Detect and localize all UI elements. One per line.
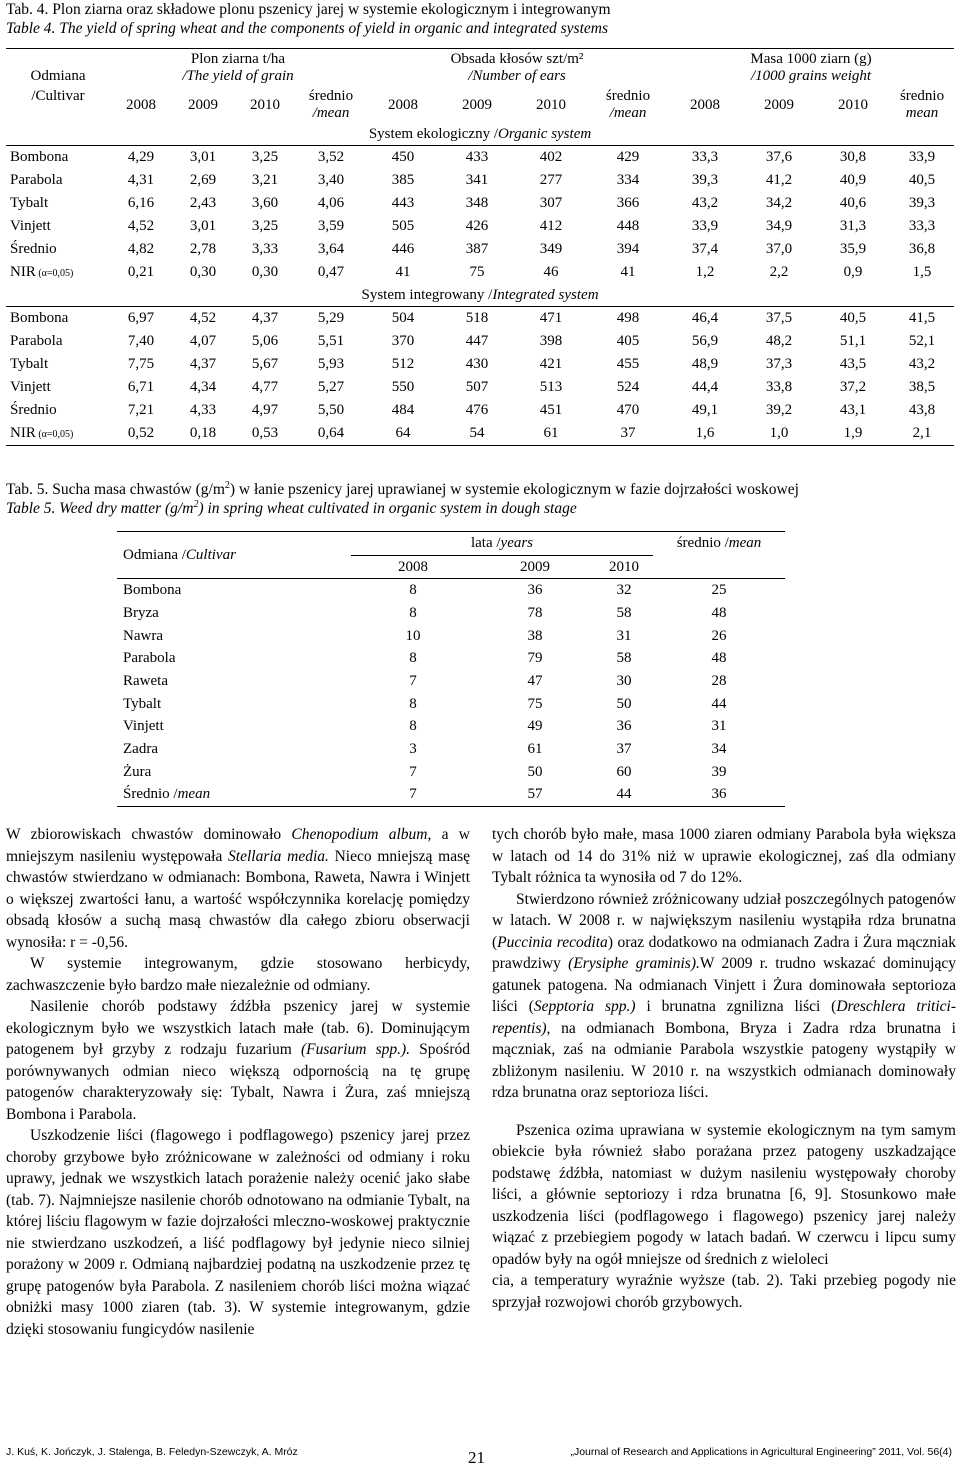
value-cell: 0,30 — [189, 264, 217, 280]
value-cell: 4,31 — [127, 172, 155, 188]
value-cell: 44,4 — [691, 379, 719, 395]
value-cell: 61 — [543, 425, 559, 441]
value-cell: 44 — [711, 695, 727, 712]
table-row — [6, 353, 954, 376]
value-cell: 471 — [539, 310, 563, 326]
value-cell: 43,1 — [839, 402, 867, 418]
value-cell: 366 — [616, 195, 640, 211]
value-cell: 5,29 — [317, 310, 345, 326]
value-cell: 3 — [409, 741, 417, 758]
value-cell: 50 — [527, 763, 543, 780]
value-cell: 0,64 — [317, 425, 345, 441]
table-row — [117, 738, 785, 761]
value-cell: 30 — [616, 672, 632, 689]
value-cell: 61 — [527, 741, 543, 758]
value-cell: 3,64 — [317, 241, 345, 257]
cultivar-cell: Vinjett — [123, 718, 164, 735]
value-cell: 8 — [409, 650, 417, 667]
value-cell: 433 — [465, 149, 489, 165]
value-cell: 34,9 — [765, 218, 793, 234]
value-cell: 518 — [465, 310, 489, 326]
value-cell: 39,3 — [691, 172, 719, 188]
footer-journal: „Journal of Research and Applications in Agricultural Engineering” 2011, Vol. 56(4) — [570, 1446, 952, 1458]
table4-caption-pl: Tab. 4. Plon ziarna oraz składowe plonu pszenicy jarej w systemie ekologicznym i integrowanym — [6, 1, 611, 18]
value-cell: 43,5 — [839, 356, 867, 372]
value-cell: 35,9 — [839, 241, 867, 257]
value-cell: 4,34 — [189, 379, 217, 395]
value-cell: 48 — [711, 650, 727, 667]
year-header: 2008 — [690, 96, 721, 113]
value-cell: 40,5 — [839, 310, 867, 326]
value-cell: 5,06 — [251, 333, 279, 349]
value-cell: 4,37 — [251, 310, 279, 326]
table5-header-row-1 — [117, 532, 785, 556]
year-header: 2008 — [398, 558, 428, 575]
table4 — [6, 48, 954, 446]
table-row — [117, 602, 785, 625]
table-row — [117, 670, 785, 693]
empty-cell — [653, 555, 785, 579]
value-cell: 426 — [465, 218, 489, 234]
value-cell: 36 — [527, 582, 543, 599]
value-cell: 513 — [539, 379, 563, 395]
value-cell: 277 — [539, 172, 563, 188]
value-cell: 43,2 — [691, 195, 719, 211]
value-cell: 48,9 — [691, 356, 719, 372]
cultivar-cell: Vinjett — [10, 218, 51, 234]
value-cell: 36 — [711, 786, 727, 803]
value-cell: 38 — [527, 627, 543, 644]
value-cell: 2,69 — [189, 172, 217, 188]
cultivar-cell: Bombona — [10, 149, 69, 165]
value-cell: 1,0 — [769, 425, 789, 441]
value-cell: 58 — [616, 650, 632, 667]
value-cell: 455 — [616, 356, 640, 372]
value-cell: 31 — [711, 718, 727, 735]
value-cell: 2,78 — [189, 241, 217, 257]
cultivar-cell: Bombona — [123, 582, 182, 599]
value-cell: 46 — [543, 264, 559, 280]
table4-header-row-1 — [6, 49, 954, 88]
body-text-right-column — [492, 824, 956, 1313]
table-row — [6, 169, 954, 192]
value-cell: 3,01 — [189, 218, 217, 234]
value-cell: 57 — [527, 786, 543, 803]
value-cell: 75 — [527, 695, 543, 712]
paragraph: Pszenica ozima uprawiana w systemie ekologicznym na tym samym obiekcie była również słabo porażana przez patogeny uszkadzające podstawę źdźbła, natomiast w dużym nasileniu występowały choroby liści, a głównie septoriozy i rdza brunatna [6, 9]. Stosunkowo małe uszkodzenia liści (podflagowego i flagowego) pszenicy jarej należy wiązać z przebiegiem pogody w latach badań. W czerwcu i lipcu sumy opadów były na ogół mniejsze od średnich z wieloleci cia, a temperatury wyraźnie wyższe (tab. 2). Taki przebieg pogody nie sprzyjał rozwojowi chorób grzybowych. — [492, 1121, 956, 1311]
paragraph: Nasilenie chorób podstawy źdźbła pszenicy jarej w systemie ekologicznym było we wszystkich latach małe (tab. 6). Dominującym patogenem był grzyby z rodzaju fuzarium (Fusarium spp.). Spośród porównywanych odmian nieco większą odpornością na tę grupę patogenów charakteryzowały się: Tybalt, Nawra i Żura, zaś mniejszą Bombona i Parabola. — [6, 998, 470, 1123]
value-cell: 412 — [539, 218, 563, 234]
value-cell: 41 — [620, 264, 636, 280]
value-cell: 512 — [391, 356, 415, 372]
value-cell: 7 — [409, 763, 417, 780]
value-cell: 447 — [465, 333, 489, 349]
value-cell: 385 — [391, 172, 415, 188]
value-cell: 49 — [527, 718, 543, 735]
value-cell: 64 — [395, 425, 411, 441]
value-cell: 476 — [465, 402, 489, 418]
value-cell: 4,97 — [251, 402, 279, 418]
cultivar-cell: Tybalt — [10, 356, 49, 372]
value-cell: 1,5 — [912, 264, 932, 280]
value-cell: 51,1 — [839, 333, 867, 349]
value-cell: 4,82 — [127, 241, 155, 257]
value-cell: 3,21 — [251, 172, 279, 188]
value-cell: 37,4 — [691, 241, 719, 257]
value-cell: 6,97 — [127, 310, 155, 326]
table-row — [6, 399, 954, 422]
value-cell: 7 — [409, 672, 417, 689]
value-cell: 505 — [391, 218, 415, 234]
table5-caption-en: Table 5. Weed dry matter $(g/m^2)$ in spring wheat cultivated in organic system in dough stage — [6, 499, 577, 518]
cultivar-cell: Tybalt — [123, 695, 162, 712]
value-cell: 3,60 — [251, 195, 279, 211]
year-header: 2009 — [520, 558, 550, 575]
value-cell: 2,43 — [189, 195, 217, 211]
value-cell: 37,5 — [765, 310, 793, 326]
value-cell: 0,47 — [317, 264, 345, 280]
value-cell: 75 — [469, 264, 485, 280]
cultivar-cell: Tybalt — [10, 195, 49, 211]
value-cell: 44 — [616, 786, 632, 803]
cultivar-cell: Raweta — [123, 672, 168, 689]
value-cell: 34,2 — [765, 195, 793, 211]
year-header: 2008 — [388, 96, 418, 113]
value-cell: 25 — [711, 582, 727, 599]
table5-cultivar-header: Odmiana /Cultivar — [123, 546, 236, 563]
value-cell: 33,8 — [765, 379, 793, 395]
value-cell: 37,3 — [765, 356, 793, 372]
value-cell: 6,16 — [127, 195, 155, 211]
value-cell: 7,75 — [127, 356, 155, 372]
value-cell: 58 — [616, 604, 632, 621]
value-cell: 2,2 — [769, 264, 789, 280]
value-cell: 5,50 — [317, 402, 345, 418]
value-cell: 4,52 — [189, 310, 217, 326]
value-cell: 37,2 — [839, 379, 867, 395]
integrated-system-label: System integrowany /Integrated system — [6, 284, 954, 307]
value-cell: 3,25 — [251, 218, 279, 234]
value-cell: 31 — [616, 627, 632, 644]
value-cell: 7,40 — [127, 333, 155, 349]
paragraph: W systemie integrowanym, gdzie stosowano herbicydy, zachwaszczenie było bardzo małe niezależnie od odmiany. — [6, 955, 470, 994]
cultivar-cell: Średnio — [10, 241, 57, 257]
cultivar-cell: Parabola — [10, 172, 63, 188]
value-cell: 26 — [711, 627, 727, 644]
year-header: 2010 — [609, 558, 639, 575]
value-cell: 40,5 — [908, 172, 936, 188]
value-cell: 6,71 — [127, 379, 155, 395]
cultivar-cell: Zadra — [123, 741, 158, 758]
value-cell: 387 — [465, 241, 489, 257]
value-cell: 394 — [616, 241, 640, 257]
value-cell: 1,9 — [843, 425, 863, 441]
value-cell: 484 — [391, 402, 415, 418]
year-header: 2010 — [250, 96, 280, 113]
table-row — [6, 238, 954, 261]
value-cell: 4,29 — [127, 149, 155, 165]
value-cell: 421 — [539, 356, 563, 372]
value-cell: 0,18 — [189, 425, 217, 441]
table4-header-row-2 — [6, 87, 954, 123]
value-cell: 7 — [409, 786, 417, 803]
value-cell: 0,9 — [843, 264, 863, 280]
value-cell: 36 — [616, 718, 632, 735]
value-cell: 5,27 — [317, 379, 345, 395]
mean-header: średnio /mean — [605, 88, 651, 121]
value-cell: 405 — [616, 333, 640, 349]
value-cell: 39 — [711, 763, 727, 780]
value-cell: 30,8 — [839, 149, 867, 165]
value-cell: 43,8 — [908, 402, 936, 418]
value-cell: 5,51 — [317, 333, 345, 349]
value-cell: 39,2 — [765, 402, 793, 418]
value-cell: 60 — [616, 763, 632, 780]
value-cell: 37,6 — [765, 149, 793, 165]
value-cell: 348 — [465, 195, 489, 211]
table-row — [6, 192, 954, 215]
table-row — [6, 261, 954, 284]
value-cell: 5,67 — [251, 356, 279, 372]
value-cell: 2,1 — [912, 425, 932, 441]
value-cell: 7,21 — [127, 402, 155, 418]
value-cell: 39,3 — [908, 195, 936, 211]
value-cell: 429 — [616, 149, 640, 165]
value-cell: 41,2 — [765, 172, 793, 188]
value-cell: 79 — [527, 650, 543, 667]
table5-years-header: lata /years — [351, 532, 653, 556]
table4-cultivar-header: Odmiana /Cultivar — [30, 68, 86, 104]
table5-caption-pl: Tab. 5. Sucha masa chwastów $(g/m^2)$ w łanie pszenicy jarej uprawianej w systemie ekologicznym w fazie dojrzałości woskowej — [6, 480, 799, 499]
cultivar-cell: Bryza — [123, 604, 159, 621]
value-cell: 430 — [465, 356, 489, 372]
value-cell: 3,52 — [317, 149, 345, 165]
value-cell: 451 — [539, 402, 563, 418]
table-row — [117, 579, 785, 602]
year-header: 2009 — [764, 96, 795, 113]
value-cell: 3,33 — [251, 241, 279, 257]
value-cell: 41,5 — [908, 310, 936, 326]
table-row — [117, 625, 785, 648]
table-row — [6, 307, 954, 331]
value-cell: 3,40 — [317, 172, 345, 188]
year-header: 2009 — [188, 96, 218, 113]
value-cell: 37 — [616, 741, 632, 758]
paragraph: W zbiorowiskach chwastów dominowało Chenopodium album, a w mniejszym nasileniu występowała Stellaria media. Nieco mniejszą masę chwastów stwierdzano w odmianach: Bombona, Raweta, Nawra i Winjett o większej zwartości łanu, a wartość współczynnika korelację pomiędzy obsadą kłosów a suchą masą chwastów dla całego zbioru obserwacji wynosiła: r = -0,56. — [6, 826, 471, 951]
value-cell: 4,77 — [251, 379, 279, 395]
cultivar-cell: Parabola — [123, 650, 176, 667]
value-cell: 0,53 — [251, 425, 279, 441]
value-cell: 450 — [391, 149, 415, 165]
value-cell: 341 — [465, 172, 489, 188]
value-cell: 40,9 — [839, 172, 867, 188]
year-header: 2010 — [536, 96, 566, 113]
value-cell: 48,2 — [765, 333, 793, 349]
table4-integrated-section — [6, 284, 954, 307]
value-cell: 47 — [527, 672, 543, 689]
value-cell: 36,8 — [908, 241, 936, 257]
paragraph: Uszkodzenie liści (flagowego i podflagowego) pszenicy jarej przez choroby grzybowe było zróżnicowane w zależności od odmiany i roku uprawy, jednak we wszystkich latach porażenie należy ocenić jako słabe (tab. 7). Najmniejsze nasilenie chorób odnotowano na odmianie Tybalt, na której liściu flagowym w fazie dojrzałości mleczno-woskowej praktycznie nie stwierdzano uszkodzeń, a liść podflagowy był jedynie nieco silniej porażony w 2009 r. Odmianą najbardziej podatną na uszkodzenie przez tę grupę patogenów była Parabola. Z nasileniem chorób liści można wiązać obniżki masy 1000 ziaren (tab. 3). W systemie integrowanym, gdzie dzięki stosowaniu fungicydów nasilenie — [6, 1127, 470, 1338]
table-row — [117, 647, 785, 670]
value-cell: 37,0 — [765, 241, 793, 257]
value-cell: 28 — [711, 672, 727, 689]
cultivar-cell: Żura — [123, 763, 152, 780]
table-row — [117, 761, 785, 784]
page-number: 21 — [468, 1448, 485, 1467]
value-cell: 5,93 — [317, 356, 345, 372]
value-cell: 31,3 — [839, 218, 867, 234]
table-row — [6, 422, 954, 446]
value-cell: 4,33 — [189, 402, 217, 418]
value-cell: 52,1 — [908, 333, 936, 349]
value-cell: 4,37 — [189, 356, 217, 372]
value-cell: 33,9 — [691, 218, 719, 234]
table-row — [6, 215, 954, 238]
value-cell: 307 — [539, 195, 563, 211]
table-row — [117, 693, 785, 716]
table4-tgw-header: Masa 1000 ziarn (g) /1000 grains weight — [750, 51, 872, 84]
value-cell: 41 — [395, 264, 411, 280]
value-cell: 4,06 — [317, 195, 345, 211]
value-cell: 470 — [616, 402, 640, 418]
table4-organic-section — [6, 123, 954, 146]
table4-caption-en: Table 4. The yield of spring wheat and the components of yield in organic and integrated systems — [6, 20, 609, 37]
paragraph: Stwierdzono również zróżnicowany udział poszczególnych patogenów w latach. W 2008 r. w największym nasileniu wystąpiła rdza brunatna (Puccinia recodita) oraz dodatkowo na odmianach Zadra i Żura mączniak prawdziwy (Erysiphe graminis).W 2009 r. trudno wskazać dominujący gatunek patogena. Na odmianach Vinjett i Żura dominowała septorioza liści (Sepptoria spp.) i brunatna zgnilizna liści (Dreschlera tritici-repentis), na odmianach Bombona, Bryza i Zadra rdza brunatna i mączniak, zaś na odmianie Parabola wszystkie patogeny wystąpiły w zbliżonym nasileniu. W 2010 r. na wszystkich odmianach dominowały rdza brunatna oraz septorioza liści. — [492, 890, 957, 1101]
cultivar-cell: NIR (α=0,05) — [10, 425, 74, 441]
value-cell: 40,6 — [839, 195, 867, 211]
value-cell: 446 — [391, 241, 415, 257]
table-row — [117, 716, 785, 739]
table-row — [6, 146, 954, 170]
value-cell: 0,30 — [251, 264, 279, 280]
value-cell: 38,5 — [908, 379, 936, 395]
value-cell: 32 — [616, 582, 632, 599]
cultivar-cell: NIR (α=0,05) — [10, 264, 74, 280]
value-cell: 3,01 — [189, 149, 217, 165]
value-cell: 507 — [465, 379, 489, 395]
value-cell: 8 — [409, 582, 417, 599]
mean-header: średnio /mean — [308, 88, 354, 121]
cultivar-cell: Nawra — [123, 627, 163, 644]
value-cell: 0,52 — [127, 425, 155, 441]
year-header: 2009 — [462, 96, 492, 113]
value-cell: 8 — [409, 695, 417, 712]
value-cell: 50 — [616, 695, 632, 712]
organic-system-label: System ekologiczny /Organic system — [6, 123, 954, 146]
table-row-mean — [117, 784, 785, 807]
value-cell: 33,9 — [908, 149, 936, 165]
value-cell: 448 — [616, 218, 640, 234]
table-row — [6, 330, 954, 353]
value-cell: 46,4 — [691, 310, 719, 326]
value-cell: 8 — [409, 604, 417, 621]
value-cell: 48 — [711, 604, 727, 621]
cultivar-cell: Bombona — [10, 310, 69, 326]
value-cell: 443 — [391, 195, 415, 211]
mean-header: średnio mean — [899, 88, 945, 121]
value-cell: 402 — [539, 149, 563, 165]
cultivar-cell: Parabola — [10, 333, 63, 349]
value-cell: 334 — [616, 172, 640, 188]
table5-mean-header: średnio /mean — [676, 535, 762, 552]
value-cell: 4,07 — [189, 333, 217, 349]
cultivar-cell: Średnio — [10, 402, 57, 418]
value-cell: 78 — [527, 604, 543, 621]
value-cell: 8 — [409, 718, 417, 735]
cultivar-cell: Vinjett — [10, 379, 51, 395]
value-cell: 1,6 — [695, 425, 715, 441]
value-cell: 43,2 — [908, 356, 936, 372]
year-header: 2010 — [838, 96, 869, 113]
value-cell: 10 — [405, 627, 421, 644]
table5 — [117, 531, 785, 807]
value-cell: 0,21 — [127, 264, 155, 280]
value-cell: 34 — [711, 741, 727, 758]
body-text-left-column — [6, 824, 470, 1340]
value-cell: 4,52 — [127, 218, 155, 234]
value-cell: 349 — [539, 241, 563, 257]
value-cell: 33,3 — [908, 218, 936, 234]
value-cell: 498 — [616, 310, 640, 326]
footer-authors: J. Kuś, K. Jończyk, J. Stalenga, B. Feledyn-Szewczyk, A. Mróz — [6, 1446, 298, 1458]
value-cell: 54 — [469, 425, 485, 441]
value-cell: 524 — [616, 379, 640, 395]
value-cell: 33,3 — [691, 149, 719, 165]
value-cell: 3,25 — [251, 149, 279, 165]
value-cell: 49,1 — [691, 402, 719, 418]
table4-ears-header: Obsada kłosów szt/m² /Number of ears — [450, 51, 584, 84]
paragraph: tych chorób było małe, masa 1000 ziaren odmiany Parabola była większa w latach od 14 do 31% niż w uprawie ekologicznej, zaś dla odmiany Tybalt różnica ta wynosiła od 7 do 12%. — [492, 826, 956, 886]
value-cell: 37 — [620, 425, 636, 441]
value-cell: 1,2 — [695, 264, 715, 280]
value-cell: 3,59 — [317, 218, 345, 234]
value-cell: 398 — [539, 333, 563, 349]
value-cell: 504 — [391, 310, 415, 326]
value-cell: 56,9 — [691, 333, 719, 349]
value-cell: 370 — [391, 333, 415, 349]
value-cell: 550 — [391, 379, 415, 395]
table-row — [6, 376, 954, 399]
table4-yield-header: Plon ziarna t/ha /The yield of grain — [182, 51, 294, 84]
year-header: 2008 — [126, 96, 156, 113]
cultivar-cell: Średnio /mean — [123, 786, 211, 803]
